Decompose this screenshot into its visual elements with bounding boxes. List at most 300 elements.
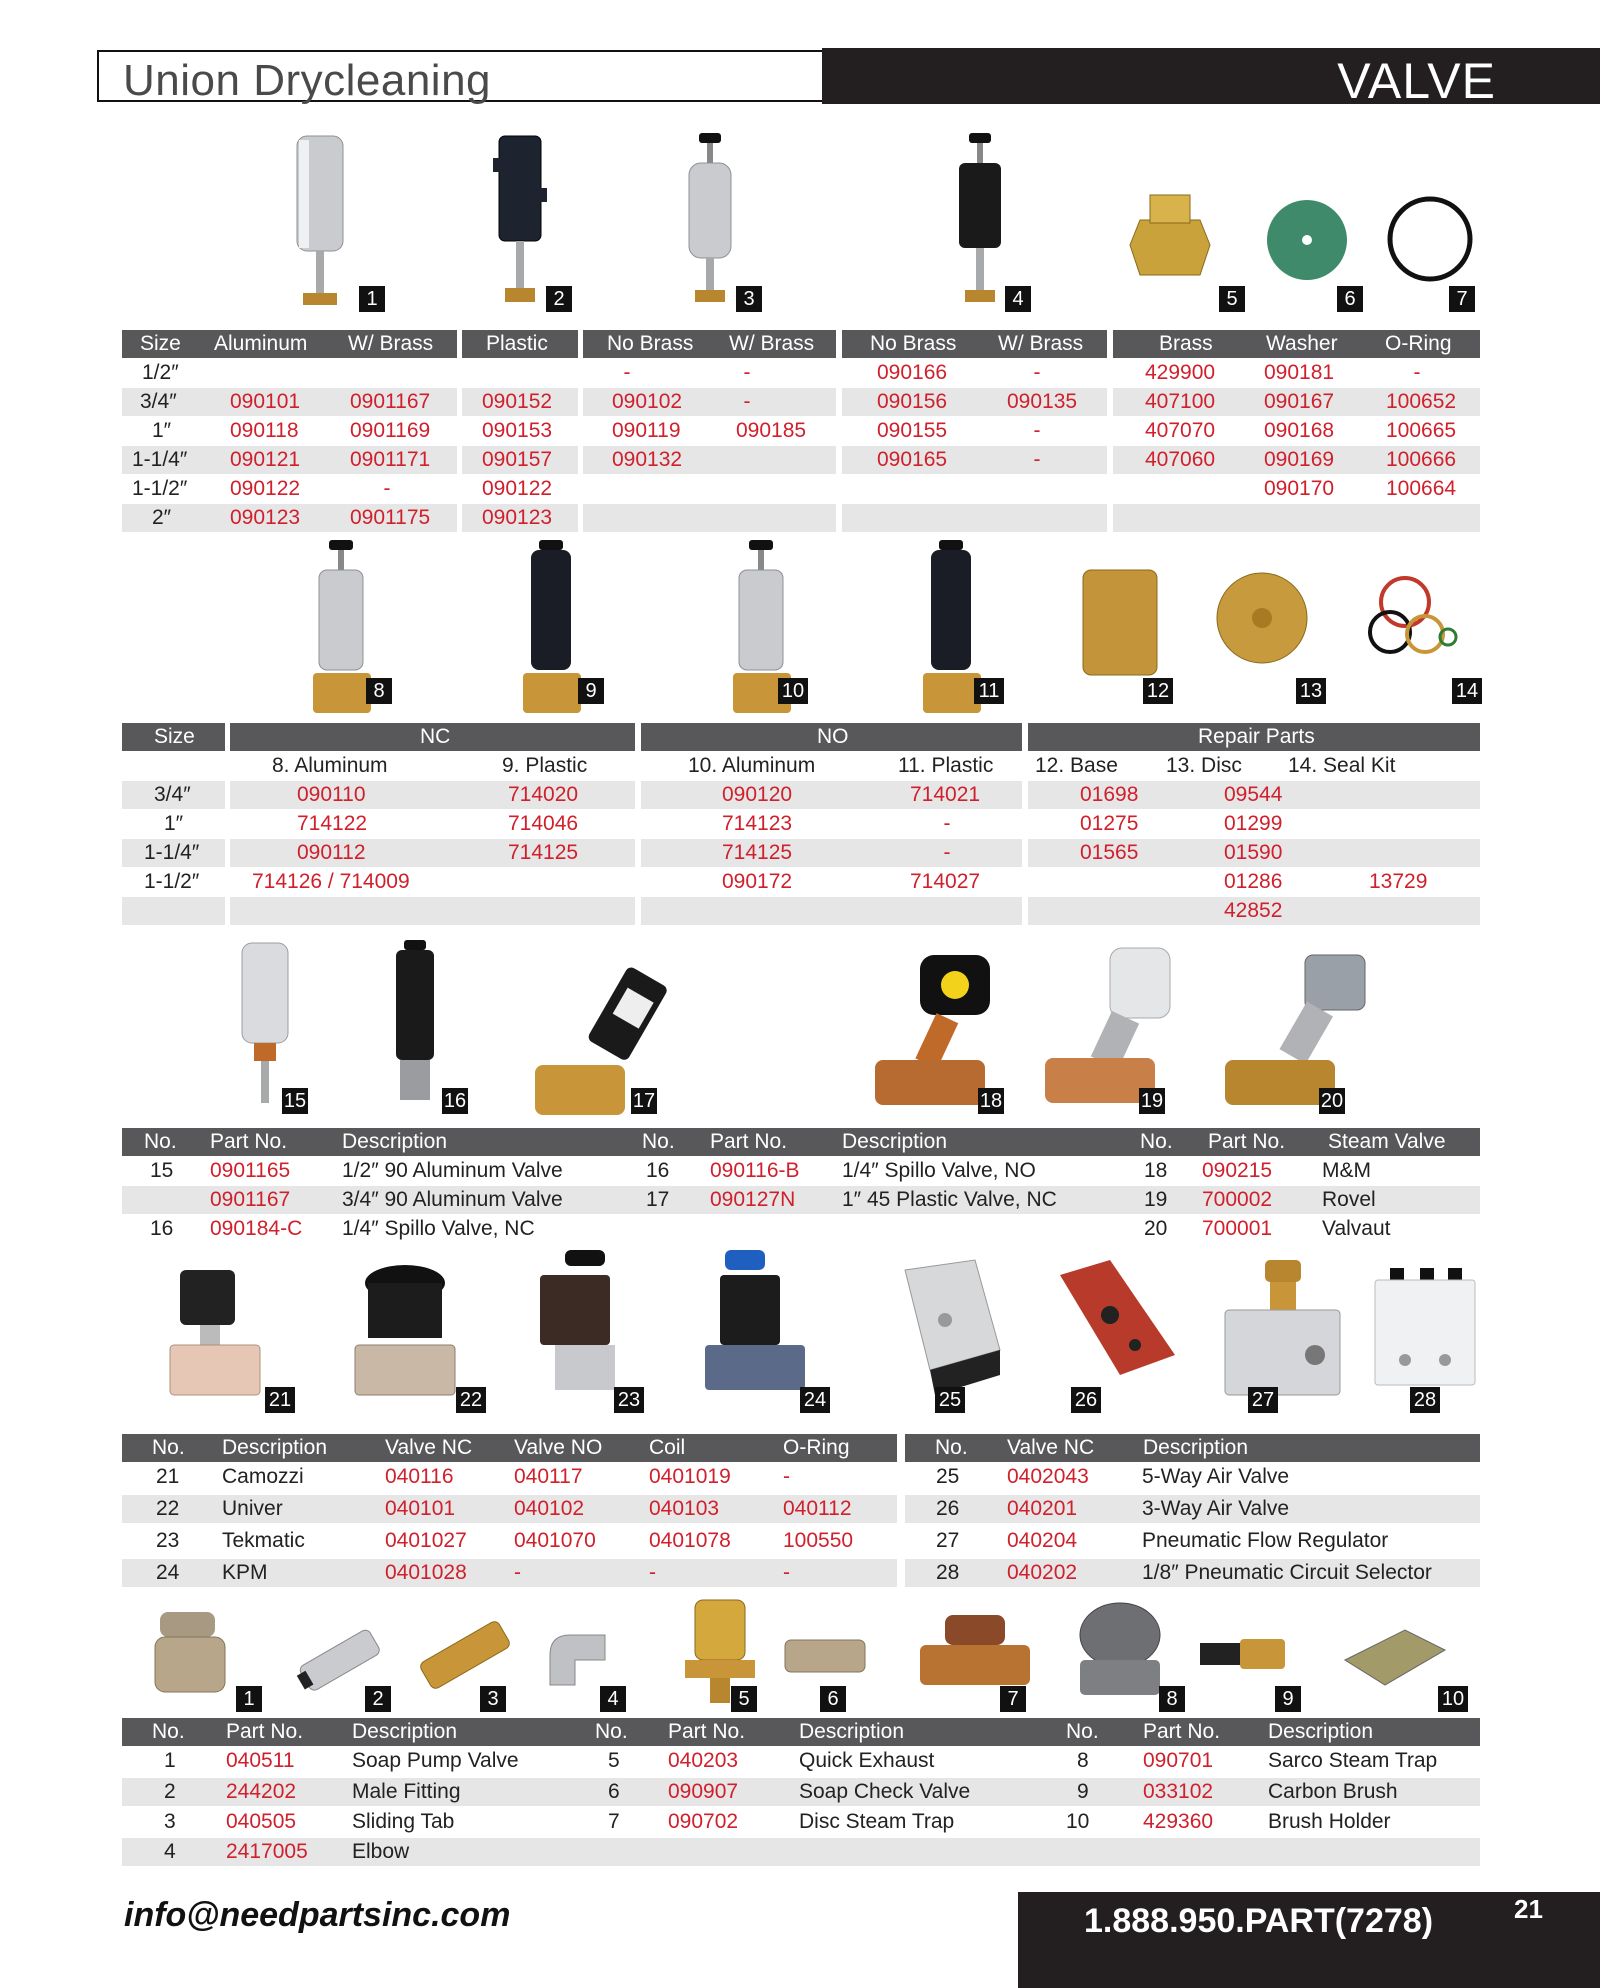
- table-cell: Steam Valve: [1328, 1130, 1446, 1153]
- table-cell: Valvaut: [1322, 1217, 1391, 1240]
- table-cell: 17: [646, 1188, 670, 1211]
- flow-regulator-image: [1215, 1255, 1345, 1400]
- seal-kit-image: [1350, 572, 1460, 667]
- table-header-row: [122, 1128, 1480, 1156]
- table-cell: M&M: [1322, 1159, 1371, 1182]
- aluminum-90-valve-image: [228, 935, 303, 1110]
- disc-image: [1212, 568, 1312, 668]
- table-cell: Description: [352, 1720, 458, 1743]
- soap-check-valve-image: [780, 1630, 870, 1685]
- table-cell: 8. Aluminum: [272, 754, 388, 777]
- table-cell: 1/2″ 90 Aluminum Valve: [342, 1159, 563, 1182]
- item-number-badge: 9: [1275, 1686, 1301, 1712]
- table-cell: 26: [936, 1497, 960, 1520]
- table-cell: 1-1/4″: [144, 841, 200, 864]
- column-header: Aluminum: [214, 332, 308, 355]
- table-cell: 13. Disc: [1166, 754, 1242, 777]
- table-row: [122, 417, 1480, 445]
- table-cell: NC: [420, 725, 451, 748]
- item-number-badge: 10: [778, 678, 808, 704]
- table-cell: 01590: [1224, 841, 1283, 864]
- table-cell: 090120: [722, 783, 793, 806]
- table-cell: Part No.: [1208, 1130, 1286, 1153]
- table-cell: 0401027: [385, 1529, 467, 1552]
- plastic-45-valve-image: [525, 955, 695, 1125]
- item-number-badge: 19: [1140, 1090, 1164, 1112]
- table-row: [122, 810, 1480, 838]
- item-number-badge: 5: [1219, 286, 1245, 312]
- table-cell: 714021: [910, 783, 981, 806]
- table-cell: 407070: [1145, 419, 1216, 442]
- table-cell: Valve NC: [385, 1436, 473, 1459]
- table-cell: 7: [608, 1810, 620, 1833]
- table-cell: 1: [164, 1749, 176, 1772]
- table-cell: 1/4″ Spillo Valve, NO: [842, 1159, 1036, 1182]
- table-cell: 3-Way Air Valve: [1142, 1497, 1290, 1520]
- table-cell: 0401028: [385, 1561, 467, 1584]
- table-cell: 040505: [226, 1810, 297, 1833]
- table-cell: Part No.: [226, 1720, 304, 1743]
- table-cell: 22: [156, 1497, 180, 1520]
- table-cell: 5-Way Air Valve: [1142, 1465, 1290, 1488]
- table-cell: 714046: [508, 812, 579, 835]
- table-cell: Description: [799, 1720, 905, 1743]
- table-cell: -: [649, 1561, 656, 1584]
- table-header-group: [122, 723, 225, 751]
- table-cell: -: [1033, 448, 1041, 471]
- table-cell: 090165: [877, 448, 948, 471]
- item-number-badge: 14: [1452, 678, 1482, 704]
- table-cell: 090702: [668, 1810, 739, 1833]
- table-cell: No.: [1140, 1130, 1173, 1153]
- column-header: Washer: [1266, 332, 1338, 355]
- table-cell: 244202: [226, 1780, 297, 1803]
- table-row: [122, 1495, 1480, 1523]
- table-row: [122, 1527, 1480, 1555]
- table-cell: 090122: [230, 477, 301, 500]
- table-cell: 090157: [482, 448, 553, 471]
- catalog-title: Union Drycleaning: [123, 56, 492, 105]
- table-cell: 0401078: [649, 1529, 731, 1552]
- table-row: [122, 1838, 1480, 1866]
- table-cell: 090181: [1264, 361, 1335, 384]
- table-cell: 407060: [1145, 448, 1216, 471]
- o-ring-image: [1383, 192, 1478, 287]
- table-row: [122, 1157, 1480, 1185]
- table-header-group: [230, 723, 635, 751]
- table-cell: Description: [842, 1130, 948, 1153]
- table-cell: -: [1033, 419, 1041, 442]
- table-cell: -: [783, 1465, 790, 1488]
- table-header-group: [1028, 723, 1480, 751]
- table-cell: NO: [817, 725, 849, 748]
- table-cell: 25: [936, 1465, 960, 1488]
- table-cell: 0901167: [350, 390, 431, 413]
- table-cell: 090215: [1202, 1159, 1273, 1182]
- table-cell: Valve NO: [514, 1436, 603, 1459]
- column-header: Brass: [1159, 332, 1213, 355]
- table-cell: 2417005: [226, 1840, 308, 1863]
- table-cell: 0901169: [350, 419, 431, 442]
- table-cell: Camozzi: [222, 1465, 304, 1488]
- table-cell: 407100: [1145, 390, 1216, 413]
- table-cell: No.: [1066, 1720, 1099, 1743]
- table-cell: 700001: [1202, 1217, 1273, 1240]
- table-cell: 090127N: [710, 1188, 796, 1211]
- item-number-badge: 28: [1410, 1387, 1440, 1413]
- table-header-group: [1113, 330, 1480, 358]
- table-cell: -: [743, 361, 751, 384]
- table-cell: 090185: [736, 419, 807, 442]
- table-cell: 090170: [1264, 477, 1335, 500]
- table-cell: 040101: [385, 1497, 456, 1520]
- tekmatic-solenoid-image: [520, 1245, 640, 1405]
- table-cell: Male Fitting: [352, 1780, 461, 1803]
- table-cell: 01299: [1224, 812, 1283, 835]
- table-header-group: [462, 330, 578, 358]
- table-cell: Description: [1268, 1720, 1374, 1743]
- soap-pump-valve-image: [145, 1602, 240, 1712]
- table-cell: No.: [152, 1720, 185, 1743]
- table-cell: -: [623, 361, 631, 384]
- washer-image: [1262, 195, 1352, 285]
- item-number-badge: 16: [443, 1090, 467, 1112]
- table-cell: 090184-C: [210, 1217, 303, 1240]
- table-cell: 714122: [297, 812, 368, 835]
- table-cell: KPM: [222, 1561, 268, 1584]
- table-cell: 1-1/4″: [132, 448, 188, 471]
- table-cell: 01275: [1080, 812, 1139, 835]
- table-row: [122, 446, 1480, 474]
- table-row: [122, 1778, 1480, 1806]
- table-cell: 0901167: [210, 1188, 291, 1211]
- item-number-badge: 27: [1248, 1387, 1278, 1413]
- table-cell: Pneumatic Flow Regulator: [1142, 1529, 1389, 1552]
- table-cell: 090102: [612, 390, 683, 413]
- item-number-badge: 25: [935, 1387, 965, 1413]
- table-cell: 090116-B: [710, 1159, 800, 1182]
- table-row: [122, 1559, 1480, 1587]
- column-header: No Brass: [607, 332, 694, 355]
- valve-nobrass-aluminum-image: [675, 128, 745, 313]
- table-header-group: [583, 330, 836, 358]
- table-cell: -: [783, 1561, 790, 1584]
- item-number-badge: 2: [365, 1686, 391, 1712]
- table-cell: 3/4″: [154, 783, 191, 806]
- table-cell: 040103: [649, 1497, 720, 1520]
- column-header: W/ Brass: [348, 332, 434, 355]
- table-cell: Description: [342, 1130, 448, 1153]
- table-cell: 0901175: [350, 506, 431, 529]
- table-cell: 429360: [1143, 1810, 1214, 1833]
- column-header: W/ Brass: [729, 332, 815, 355]
- table-row: [122, 359, 1480, 387]
- table-cell: 090167: [1264, 390, 1335, 413]
- table-cell: No.: [152, 1436, 185, 1459]
- table-cell: No.: [595, 1720, 628, 1743]
- table-cell: 040511: [226, 1749, 295, 1772]
- table-cell: 1″: [152, 419, 172, 442]
- table-cell: 714126 / 714009: [252, 870, 410, 893]
- spillo-valve-image: [380, 935, 450, 1110]
- table-cell: Description: [1143, 1436, 1249, 1459]
- table-cell: 6: [608, 1780, 620, 1803]
- item-number-badge: 8: [1159, 1686, 1185, 1712]
- item-number-badge: 6: [1337, 286, 1363, 312]
- item-number-badge: 7: [1449, 286, 1475, 312]
- table-cell: 2: [164, 1780, 176, 1803]
- table-row: [122, 1463, 1480, 1491]
- table-cell: Part No.: [668, 1720, 746, 1743]
- table-cell: 15: [150, 1159, 174, 1182]
- table-cell: 28: [936, 1561, 960, 1584]
- table-cell: Valve NC: [1007, 1436, 1095, 1459]
- table-cell: Sarco Steam Trap: [1268, 1749, 1438, 1772]
- table-cell: 4: [164, 1840, 176, 1863]
- table-cell: -: [514, 1561, 521, 1584]
- table-cell: 0401070: [514, 1529, 596, 1552]
- table-cell: -: [383, 477, 391, 500]
- item-number-badge: 5: [731, 1686, 757, 1712]
- item-number-badge: 3: [736, 286, 762, 312]
- table-cell: No.: [935, 1436, 968, 1459]
- item-number-badge: 22: [456, 1387, 486, 1413]
- table-cell: Tekmatic: [222, 1529, 305, 1552]
- table-cell: 01565: [1080, 841, 1139, 864]
- table-cell: -: [743, 390, 751, 413]
- table-cell: 16: [646, 1159, 670, 1182]
- table-cell: 9: [1077, 1780, 1089, 1803]
- item-number-badge: 8: [366, 678, 392, 704]
- table-header-row: [122, 1718, 1480, 1746]
- table-cell: 5: [608, 1749, 620, 1772]
- table-cell: No.: [642, 1130, 675, 1153]
- table-cell: 0401019: [649, 1465, 731, 1488]
- table-cell: 040204: [1007, 1529, 1078, 1552]
- table-cell: 090123: [482, 506, 553, 529]
- table-cell: 714125: [722, 841, 793, 864]
- table-cell: Disc Steam Trap: [799, 1810, 955, 1833]
- item-number-badge: 15: [283, 1090, 307, 1112]
- table-cell: 0402043: [1007, 1465, 1089, 1488]
- table-row: [122, 781, 1480, 809]
- table-cell: 090112: [297, 841, 366, 864]
- item-number-badge: 2: [546, 286, 572, 312]
- table-header-group: [641, 723, 1022, 751]
- column-header: Size: [140, 332, 181, 355]
- table-cell: 714125: [508, 841, 579, 864]
- three-way-air-valve-image: [1050, 1250, 1180, 1400]
- table-header-group: [842, 330, 1107, 358]
- table-row: [122, 1186, 1480, 1214]
- table-cell: 14. Seal Kit: [1288, 754, 1396, 777]
- table-header-group: [905, 1434, 1480, 1462]
- table-row: [122, 897, 1480, 925]
- table-cell: 090135: [1007, 390, 1078, 413]
- table-cell: 033102: [1143, 1780, 1214, 1803]
- table-cell: Sliding Tab: [352, 1810, 455, 1833]
- brush-holder-image: [1335, 1610, 1455, 1700]
- table-cell: Carbon Brush: [1268, 1780, 1398, 1803]
- item-number-badge: 12: [1143, 678, 1173, 704]
- table-header-group: [122, 330, 457, 358]
- table-cell: 20: [1144, 1217, 1168, 1240]
- table-cell: 090172: [722, 870, 793, 893]
- brass-fitting-image: [1125, 190, 1215, 290]
- table-cell: 19: [1144, 1188, 1168, 1211]
- table-cell: 3/4″: [140, 390, 177, 413]
- contact-phone[interactable]: 1.888.950.PART(7278): [1084, 1902, 1434, 1940]
- table-cell: 27: [936, 1529, 960, 1552]
- circuit-selector-image: [1370, 1260, 1480, 1400]
- table-cell: -: [1033, 361, 1041, 384]
- steam-valve-valvaut-image: [1220, 945, 1380, 1115]
- table-cell: Soap Pump Valve: [352, 1749, 519, 1772]
- table-cell: 1/4″ Spillo Valve, NC: [342, 1217, 535, 1240]
- table-cell: 090132: [612, 448, 683, 471]
- item-number-badge: 18: [979, 1090, 1003, 1112]
- table-cell: 090118: [230, 419, 299, 442]
- table-cell: 13729: [1369, 870, 1428, 893]
- section-title: VALVE: [1337, 53, 1496, 109]
- table-cell: 040202: [1007, 1561, 1078, 1584]
- contact-email[interactable]: info@needpartsinc.com: [124, 1896, 511, 1934]
- table-cell: 09544: [1224, 783, 1283, 806]
- table-row: [122, 504, 1480, 532]
- table-cell: 12. Base: [1035, 754, 1118, 777]
- table-cell: 1/8″ Pneumatic Circuit Selector: [1142, 1561, 1432, 1584]
- table-cell: 23: [156, 1529, 180, 1552]
- table-cell: Soap Check Valve: [799, 1780, 971, 1803]
- valve-plastic-image: [485, 128, 555, 313]
- item-number-badge: 1: [359, 286, 385, 312]
- univer-solenoid-image: [340, 1255, 470, 1405]
- table-cell: 040116: [385, 1465, 454, 1488]
- table-cell: 1″ 45 Plastic Valve, NC: [842, 1188, 1057, 1211]
- table-cell: -: [943, 841, 951, 864]
- item-number-badge: 13: [1296, 678, 1326, 704]
- table-cell: 090122: [482, 477, 553, 500]
- carbon-brush-image: [1195, 1625, 1290, 1685]
- table-cell: 090156: [877, 390, 948, 413]
- table-cell: Repair Parts: [1198, 725, 1315, 748]
- table-cell: 01698: [1080, 783, 1139, 806]
- table-row: [122, 868, 1480, 896]
- table-cell: 090110: [297, 783, 366, 806]
- table-cell: 3/4″ 90 Aluminum Valve: [342, 1188, 563, 1211]
- five-way-air-valve-image: [885, 1250, 1010, 1400]
- table-cell: 090123: [230, 506, 301, 529]
- table-cell: 090701: [1143, 1749, 1214, 1772]
- table-cell: 040203: [668, 1749, 739, 1772]
- item-number-badge: 7: [1000, 1686, 1026, 1712]
- table-row: [122, 1747, 1480, 1775]
- table-cell: 090119: [612, 419, 681, 442]
- table-cell: -: [943, 812, 951, 835]
- table-cell: Part No.: [710, 1130, 788, 1153]
- table-cell: 429900: [1145, 361, 1216, 384]
- table-cell: 040102: [514, 1497, 585, 1520]
- item-number-badge: 20: [1320, 1090, 1344, 1112]
- table-cell: 714123: [722, 812, 793, 835]
- table-header-group: [122, 1434, 897, 1462]
- table-cell: Quick Exhaust: [799, 1749, 935, 1772]
- item-number-badge: 10: [1438, 1686, 1468, 1712]
- table-cell: 090169: [1264, 448, 1335, 471]
- table-cell: 100652: [1386, 390, 1457, 413]
- table-cell: Elbow: [352, 1840, 410, 1863]
- item-number-badge: 1: [236, 1686, 262, 1712]
- valve-aluminum-image: [285, 128, 355, 313]
- table-cell: 3: [164, 1810, 176, 1833]
- table-cell: 714027: [910, 870, 981, 893]
- table-cell: 090152: [482, 390, 553, 413]
- table-cell: 040112: [783, 1497, 852, 1520]
- table-cell: 090153: [482, 419, 553, 442]
- table-cell: 090168: [1264, 419, 1335, 442]
- camozzi-solenoid-image: [160, 1260, 280, 1400]
- phone-banner: [1018, 1892, 1600, 1988]
- table-cell: 100665: [1386, 419, 1457, 442]
- column-header: Plastic: [486, 332, 548, 355]
- item-number-badge: 23: [614, 1387, 644, 1413]
- table-row: [122, 1808, 1480, 1836]
- catalog-title-box: [97, 50, 822, 105]
- table-cell: 0901171: [350, 448, 431, 471]
- table-cell: 090907: [668, 1780, 739, 1803]
- table-cell: Rovel: [1322, 1188, 1376, 1211]
- item-number-badge: 11: [974, 678, 1004, 704]
- item-number-badge: 6: [820, 1686, 846, 1712]
- column-header: W/ Brass: [998, 332, 1084, 355]
- item-number-badge: 17: [632, 1090, 656, 1112]
- table-cell: 090166: [877, 361, 948, 384]
- table-cell: 100664: [1386, 477, 1457, 500]
- table-cell: 10. Aluminum: [688, 754, 816, 777]
- kpm-solenoid-image: [690, 1245, 820, 1405]
- table-cell: 100550: [783, 1529, 854, 1552]
- table-cell: 01286: [1224, 870, 1283, 893]
- table-cell: 1-1/2″: [144, 870, 200, 893]
- table-cell: No.: [144, 1130, 177, 1153]
- table-cell: 18: [1144, 1159, 1168, 1182]
- section-banner: [822, 48, 1600, 109]
- table-cell: 16: [150, 1217, 174, 1240]
- table-cell: 1-1/2″: [132, 477, 188, 500]
- table-cell: Brush Holder: [1268, 1810, 1391, 1833]
- column-header: No Brass: [870, 332, 957, 355]
- table-cell: 8: [1077, 1749, 1089, 1772]
- table-cell: 040201: [1007, 1497, 1078, 1520]
- table-cell: 090155: [877, 419, 948, 442]
- item-number-badge: 24: [800, 1387, 830, 1413]
- table-cell: 10: [1066, 1810, 1090, 1833]
- base-fitting-image: [1075, 565, 1165, 680]
- table-cell: 42852: [1224, 899, 1283, 922]
- table-cell: 9. Plastic: [502, 754, 588, 777]
- table-cell: 11. Plastic: [898, 754, 994, 777]
- table-cell: 040117: [514, 1465, 583, 1488]
- table-cell: 24: [156, 1561, 180, 1584]
- table-cell: O-Ring: [783, 1436, 850, 1459]
- item-number-badge: 26: [1071, 1387, 1101, 1413]
- page-number: 21: [1514, 1894, 1543, 1924]
- table-cell: 1/2″: [142, 361, 179, 384]
- table-cell: 714020: [508, 783, 579, 806]
- table-cell: 1″: [164, 812, 184, 835]
- table-cell: Coil: [649, 1436, 686, 1459]
- table-cell: 2″: [152, 506, 172, 529]
